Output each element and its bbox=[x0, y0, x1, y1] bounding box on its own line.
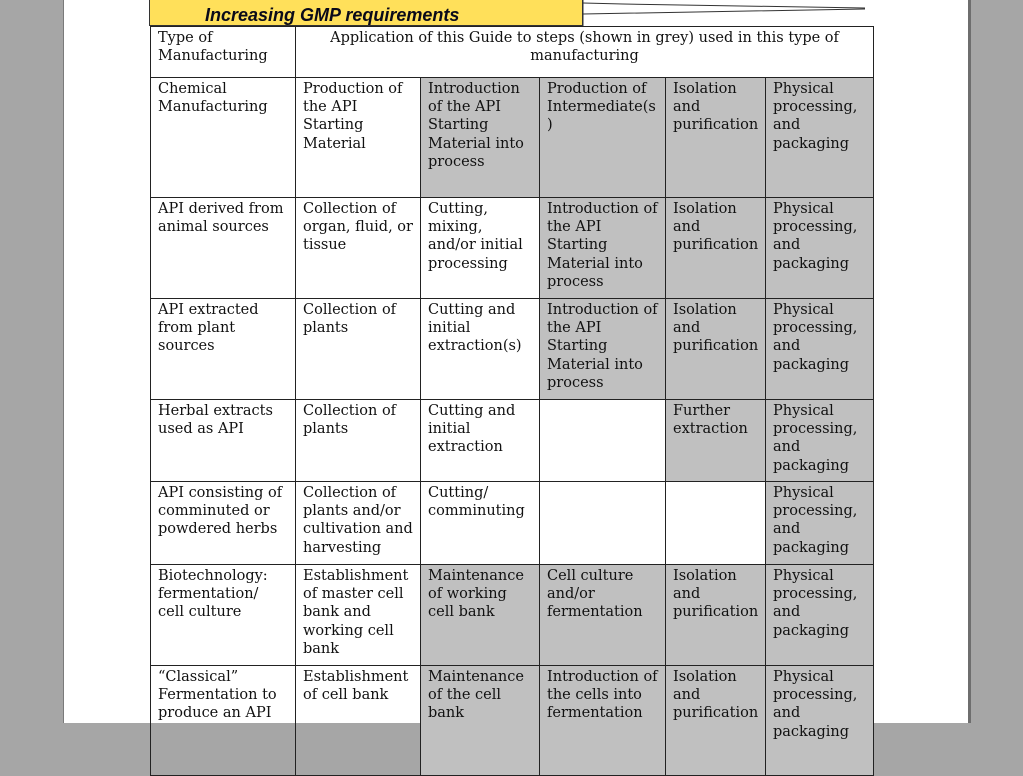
manufacturing-type-cell: API extracted from plant sources bbox=[151, 299, 296, 400]
step-cell: Physical processing, and packaging bbox=[766, 666, 874, 776]
step-cell: Maintenance of the cell bank bbox=[421, 666, 540, 776]
step-cell: Cutting/ comminuting bbox=[421, 482, 540, 565]
manufacturing-type-cell: Chemical Manufacturing bbox=[151, 78, 296, 198]
step-cell: Isolation and purification bbox=[666, 198, 766, 299]
manufacturing-type-cell: API consisting of comminuted or powdered herbs bbox=[151, 482, 296, 565]
step-cell: Establishment of cell bank bbox=[296, 666, 421, 776]
gmp-application-table bbox=[150, 26, 874, 776]
step-cell: Production of the API Starting Material bbox=[296, 78, 421, 198]
increasing-arrow-shape bbox=[583, 0, 873, 26]
table-row bbox=[151, 299, 874, 400]
step-cell: Maintenance of working cell bank bbox=[421, 565, 540, 666]
step-cell bbox=[666, 482, 766, 565]
step-cell bbox=[540, 400, 666, 482]
step-cell: Isolation and purification bbox=[666, 666, 766, 776]
table-row bbox=[151, 198, 874, 299]
step-cell: Cutting, mixing, and/or initial processing bbox=[421, 198, 540, 299]
step-cell: Isolation and purification bbox=[666, 299, 766, 400]
banner-title: Increasing GMP requirements bbox=[205, 5, 460, 25]
step-cell: Physical processing, and packaging bbox=[766, 299, 874, 400]
step-cell: Cutting and initial extraction(s) bbox=[421, 299, 540, 400]
gmp-banner bbox=[149, 0, 583, 26]
manufacturing-type-cell: Herbal extracts used as API bbox=[151, 400, 296, 482]
page-shadow bbox=[968, 0, 971, 723]
step-cell: Establishment of master cell bank and working cell bank bbox=[296, 565, 421, 666]
table-row bbox=[151, 400, 874, 482]
step-cell: Isolation and purification bbox=[666, 78, 766, 198]
step-cell: Collection of organ, fluid, or tissue bbox=[296, 198, 421, 299]
step-cell: Collection of plants bbox=[296, 299, 421, 400]
step-cell: Introduction of the API Starting Material into process bbox=[421, 78, 540, 198]
step-cell: Cutting and initial extraction bbox=[421, 400, 540, 482]
table-row bbox=[151, 78, 874, 198]
step-cell: Physical processing, and packaging bbox=[766, 198, 874, 299]
header-application: Application of this Guide to steps (shown in grey) used in this type of manufacturing bbox=[296, 27, 874, 78]
step-cell: Introduction of the API Starting Material into process bbox=[540, 299, 666, 400]
table-row bbox=[151, 482, 874, 565]
step-cell: Physical processing, and packaging bbox=[766, 400, 874, 482]
manufacturing-type-cell: Biotechnology: fermentation/ cell culture bbox=[151, 565, 296, 666]
step-cell: Further extraction bbox=[666, 400, 766, 482]
step-cell: Cell culture and/or fermentation bbox=[540, 565, 666, 666]
table-row bbox=[151, 565, 874, 666]
step-cell: Physical processing, and packaging bbox=[766, 78, 874, 198]
step-cell: Collection of plants and/or cultivation and harvesting bbox=[296, 482, 421, 565]
step-cell: Collection of plants bbox=[296, 400, 421, 482]
table-header-row bbox=[151, 27, 874, 78]
step-cell: Physical processing, and packaging bbox=[766, 482, 874, 565]
manufacturing-type-cell: “Classical” Fermentation to produce an API bbox=[151, 666, 296, 776]
step-cell: Introduction of the API Starting Material into process bbox=[540, 198, 666, 299]
step-cell bbox=[540, 482, 666, 565]
manufacturing-type-cell: API derived from animal sources bbox=[151, 198, 296, 299]
step-cell: Production of Intermediate(s ) bbox=[540, 78, 666, 198]
step-cell: Introduction of the cells into fermentation bbox=[540, 666, 666, 776]
step-cell: Physical processing, and packaging bbox=[766, 565, 874, 666]
step-cell: Isolation and purification bbox=[666, 565, 766, 666]
table-row bbox=[151, 666, 874, 776]
header-type: Type of Manufacturing bbox=[151, 27, 296, 78]
